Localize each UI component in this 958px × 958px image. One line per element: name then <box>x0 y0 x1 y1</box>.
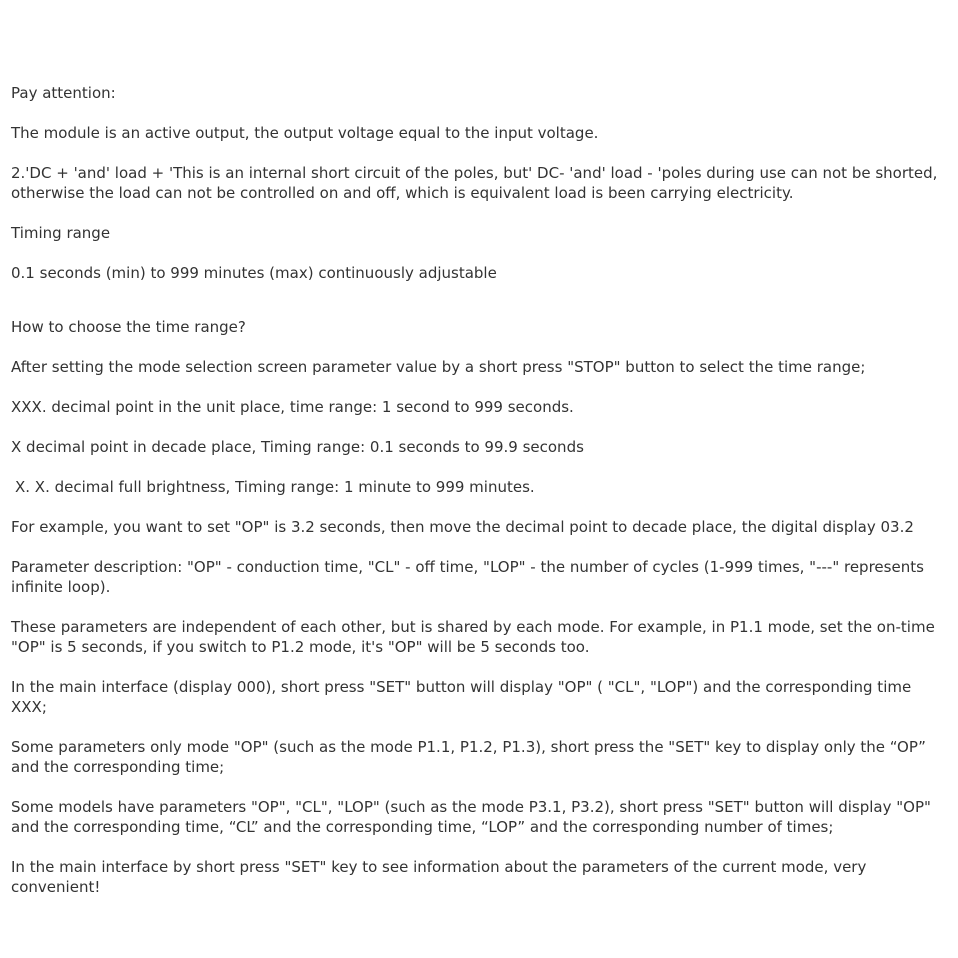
heading-timing-range: Timing range <box>11 224 111 242</box>
paragraph-timing-range-value: 0.1 seconds (min) to 999 minutes (max) continuously adjustable <box>11 264 497 282</box>
paragraph-decade-place: X decimal point in decade place, Timing range: 0.1 seconds to 99.9 seconds <box>11 438 584 456</box>
paragraph-full-brightness: X. X. decimal full brightness, Timing range: 1 minute to 999 minutes. <box>15 478 535 496</box>
paragraph-dc-load-warning: 2.'DC + 'and' load + 'This is an internal short circuit of the poles, but' DC- 'and' load - 'poles during use can not be shorted, otherwise the load can not be controlled on and off, which is equivalent load is been carrying electricity. <box>11 164 938 202</box>
paragraph-op-only-modes: Some parameters only mode "OP" (such as the mode P1.1, P1.2, P1.3), short press the "SET" key to display only the “OP” and the corresponding time; <box>11 738 926 776</box>
paragraph-active-output: The module is an active output, the output voltage equal to the input voltage. <box>11 124 599 142</box>
paragraph-op-cl-lop-modes: Some models have parameters "OP", "CL", "LOP" (such as the mode P3.1, P3.2), short press "SET" button will display "OP" and the corresponding time, “CL” and the corresponding time, “LOP” and the corresponding number of times; <box>11 798 931 836</box>
paragraph-convenient: In the main interface by short press "SET" key to see information about the parameters of the current mode, very convenient! <box>11 858 867 896</box>
paragraph-stop-button: After setting the mode selection screen parameter value by a short press "STOP" button to select the time range; <box>11 358 866 376</box>
paragraph-example: For example, you want to set "OP" is 3.2 seconds, then move the decimal point to decade place, the digital display 03.2 <box>11 518 914 536</box>
paragraph-unit-place: XXX. decimal point in the unit place, time range: 1 second to 999 seconds. <box>11 398 574 416</box>
heading-pay-attention: Pay attention: <box>11 84 116 102</box>
heading-choose-time-range: How to choose the time range? <box>11 318 246 336</box>
paragraph-main-interface-set: In the main interface (display 000), short press "SET" button will display "OP" ( "CL", "LOP") and the corresponding time XXX; <box>11 678 912 716</box>
paragraph-shared-parameters: These parameters are independent of each other, but is shared by each mode. For example, in P1.1 mode, set the on-time "OP" is 5 seconds, if you switch to P1.2 mode, it's "OP" will be 5 seconds too. <box>11 618 935 656</box>
paragraph-parameter-description: Parameter description: "OP" - conduction time, "CL" - off time, "LOP" - the number of cycles (1-999 times, "---" represents infinite loop). <box>11 558 924 596</box>
